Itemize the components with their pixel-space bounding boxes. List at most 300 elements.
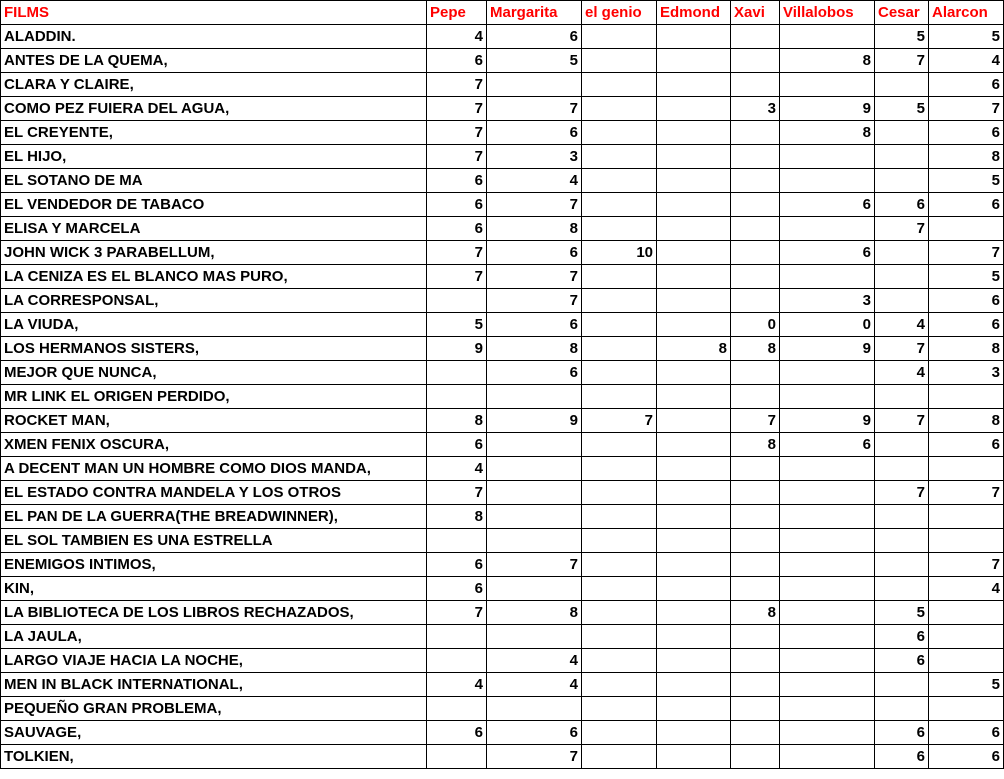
score-cell[interactable]: [875, 385, 929, 409]
score-cell[interactable]: [875, 73, 929, 97]
table-row: [1, 601, 1004, 625]
film-title-cell[interactable]: LA CORRESPONSAL,: [1, 289, 427, 313]
score-cell[interactable]: 6: [487, 313, 582, 337]
score-cell[interactable]: [731, 529, 780, 553]
score-cell[interactable]: 4: [929, 577, 1004, 601]
score-cell[interactable]: 6: [427, 49, 487, 73]
score-cell[interactable]: 5: [427, 313, 487, 337]
score-cell[interactable]: [780, 745, 875, 769]
score-cell[interactable]: 6: [929, 313, 1004, 337]
score-cell[interactable]: 4: [487, 169, 582, 193]
score-cell[interactable]: [487, 385, 582, 409]
score-cell[interactable]: 9: [780, 97, 875, 121]
score-cell[interactable]: 7: [487, 289, 582, 313]
score-cell[interactable]: 7: [487, 97, 582, 121]
film-title-cell[interactable]: TOLKIEN,: [1, 745, 427, 769]
score-cell[interactable]: [487, 625, 582, 649]
score-cell[interactable]: [657, 601, 731, 625]
table-row: [1, 505, 1004, 529]
score-cell[interactable]: 6: [875, 745, 929, 769]
score-cell[interactable]: 7: [929, 481, 1004, 505]
score-cell[interactable]: [582, 553, 657, 577]
score-cell[interactable]: 4: [875, 361, 929, 385]
score-cell[interactable]: [582, 145, 657, 169]
score-cell[interactable]: [780, 169, 875, 193]
score-cell[interactable]: [731, 217, 780, 241]
score-cell[interactable]: 6: [427, 577, 487, 601]
score-cell[interactable]: [731, 49, 780, 73]
film-title-cell[interactable]: KIN,: [1, 577, 427, 601]
score-cell[interactable]: 6: [929, 433, 1004, 457]
score-cell[interactable]: [780, 505, 875, 529]
score-cell[interactable]: 6: [875, 649, 929, 673]
score-cell[interactable]: [929, 697, 1004, 721]
score-cell[interactable]: 6: [427, 553, 487, 577]
score-cell[interactable]: [582, 577, 657, 601]
score-cell[interactable]: [657, 577, 731, 601]
column-header-el-genio[interactable]: el genio: [582, 1, 657, 25]
film-title-cell[interactable]: PEQUEÑO GRAN PROBLEMA,: [1, 697, 427, 721]
score-cell[interactable]: [657, 313, 731, 337]
score-cell[interactable]: 6: [427, 169, 487, 193]
column-header-xavi[interactable]: Xavi: [731, 1, 780, 25]
film-title-cell[interactable]: EL SOTANO DE MA: [1, 169, 427, 193]
score-cell[interactable]: [929, 529, 1004, 553]
score-cell[interactable]: [657, 481, 731, 505]
score-cell[interactable]: 8: [780, 121, 875, 145]
score-cell[interactable]: 7: [875, 337, 929, 361]
score-cell[interactable]: 5: [487, 49, 582, 73]
score-cell[interactable]: [731, 481, 780, 505]
score-cell[interactable]: 6: [875, 193, 929, 217]
score-cell[interactable]: [875, 169, 929, 193]
score-cell[interactable]: 0: [780, 313, 875, 337]
score-cell[interactable]: [780, 649, 875, 673]
film-title-cell[interactable]: EL ESTADO CONTRA MANDELA Y LOS OTROS: [1, 481, 427, 505]
score-cell[interactable]: 7: [487, 193, 582, 217]
score-cell[interactable]: 6: [780, 241, 875, 265]
score-cell[interactable]: [657, 505, 731, 529]
score-cell[interactable]: [582, 193, 657, 217]
score-cell[interactable]: 5: [875, 25, 929, 49]
score-cell[interactable]: [487, 457, 582, 481]
table-row: [1, 169, 1004, 193]
score-cell[interactable]: [731, 577, 780, 601]
score-cell[interactable]: 6: [427, 193, 487, 217]
score-cell[interactable]: 5: [875, 97, 929, 121]
score-cell[interactable]: 3: [780, 289, 875, 313]
score-cell[interactable]: [657, 289, 731, 313]
score-cell[interactable]: 6: [487, 241, 582, 265]
film-title-cell[interactable]: EL SOL TAMBIEN ES UNA ESTRELLA: [1, 529, 427, 553]
score-cell[interactable]: [582, 625, 657, 649]
score-cell[interactable]: [657, 673, 731, 697]
score-cell[interactable]: [780, 721, 875, 745]
score-cell[interactable]: 6: [427, 217, 487, 241]
score-cell[interactable]: [731, 25, 780, 49]
score-cell[interactable]: [427, 625, 487, 649]
score-cell[interactable]: [929, 505, 1004, 529]
score-cell[interactable]: [582, 601, 657, 625]
film-title-cell[interactable]: A DECENT MAN UN HOMBRE COMO DIOS MANDA,: [1, 457, 427, 481]
score-cell[interactable]: [780, 625, 875, 649]
table-row: [1, 721, 1004, 745]
score-cell[interactable]: 8: [731, 601, 780, 625]
score-cell[interactable]: [875, 289, 929, 313]
film-title-cell[interactable]: ANTES DE LA QUEMA,: [1, 49, 427, 73]
score-cell[interactable]: [582, 673, 657, 697]
score-cell[interactable]: 3: [731, 97, 780, 121]
score-cell[interactable]: 4: [427, 457, 487, 481]
table-row: [1, 337, 1004, 361]
film-title-cell[interactable]: EL VENDEDOR DE TABACO: [1, 193, 427, 217]
score-cell[interactable]: 7: [875, 409, 929, 433]
score-cell[interactable]: 6: [487, 121, 582, 145]
score-cell[interactable]: 9: [780, 409, 875, 433]
score-cell[interactable]: [487, 73, 582, 97]
score-cell[interactable]: [657, 169, 731, 193]
score-cell[interactable]: 8: [657, 337, 731, 361]
score-cell[interactable]: [929, 649, 1004, 673]
score-cell[interactable]: 0: [731, 313, 780, 337]
score-cell[interactable]: [875, 145, 929, 169]
score-cell[interactable]: [780, 217, 875, 241]
film-title-cell[interactable]: CLARA Y CLAIRE,: [1, 73, 427, 97]
film-title-cell[interactable]: ROCKET MAN,: [1, 409, 427, 433]
score-cell[interactable]: [487, 505, 582, 529]
score-cell[interactable]: [657, 73, 731, 97]
score-cell[interactable]: 4: [427, 673, 487, 697]
score-cell[interactable]: [582, 121, 657, 145]
score-cell[interactable]: [657, 241, 731, 265]
score-cell[interactable]: [582, 289, 657, 313]
score-cell[interactable]: [875, 697, 929, 721]
score-cell[interactable]: [731, 121, 780, 145]
score-cell[interactable]: [582, 313, 657, 337]
score-cell[interactable]: [427, 361, 487, 385]
score-cell[interactable]: 7: [731, 409, 780, 433]
score-cell[interactable]: 8: [929, 409, 1004, 433]
score-cell[interactable]: 7: [487, 553, 582, 577]
score-cell[interactable]: 7: [427, 265, 487, 289]
score-cell[interactable]: [875, 577, 929, 601]
table-row: [1, 97, 1004, 121]
score-cell[interactable]: [780, 697, 875, 721]
score-cell[interactable]: 7: [427, 121, 487, 145]
score-cell[interactable]: [657, 409, 731, 433]
score-cell[interactable]: 7: [427, 481, 487, 505]
score-cell[interactable]: 9: [427, 337, 487, 361]
score-cell[interactable]: [780, 73, 875, 97]
score-cell[interactable]: 6: [427, 721, 487, 745]
score-cell[interactable]: 6: [875, 721, 929, 745]
score-cell[interactable]: 8: [487, 337, 582, 361]
score-cell[interactable]: 3: [929, 361, 1004, 385]
film-title-cell[interactable]: LA BIBLIOTECA DE LOS LIBROS RECHAZADOS,: [1, 601, 427, 625]
score-cell[interactable]: [780, 481, 875, 505]
score-cell[interactable]: [657, 121, 731, 145]
film-title-cell[interactable]: XMEN FENIX OSCURA,: [1, 433, 427, 457]
film-title-cell[interactable]: JOHN WICK 3 PARABELLUM,: [1, 241, 427, 265]
column-header-margarita[interactable]: Margarita: [487, 1, 582, 25]
score-cell[interactable]: [875, 121, 929, 145]
score-cell[interactable]: [427, 649, 487, 673]
film-title-cell[interactable]: EL HIJO,: [1, 145, 427, 169]
score-cell[interactable]: 7: [875, 481, 929, 505]
score-cell[interactable]: 7: [582, 409, 657, 433]
score-cell[interactable]: 5: [929, 673, 1004, 697]
score-cell[interactable]: 7: [427, 97, 487, 121]
score-cell[interactable]: 4: [875, 313, 929, 337]
score-cell[interactable]: [657, 49, 731, 73]
score-cell[interactable]: [427, 385, 487, 409]
score-cell[interactable]: [657, 529, 731, 553]
score-cell[interactable]: [657, 433, 731, 457]
score-cell[interactable]: 6: [487, 361, 582, 385]
score-cell[interactable]: 4: [427, 25, 487, 49]
score-cell[interactable]: [875, 265, 929, 289]
score-cell[interactable]: [875, 241, 929, 265]
column-header-edmond[interactable]: Edmond: [657, 1, 731, 25]
score-cell[interactable]: [657, 265, 731, 289]
score-cell[interactable]: 6: [929, 721, 1004, 745]
score-cell[interactable]: [427, 697, 487, 721]
film-title-cell[interactable]: SAUVAGE,: [1, 721, 427, 745]
score-cell[interactable]: [780, 25, 875, 49]
column-header-alarcon[interactable]: Alarcon: [929, 1, 1004, 25]
score-cell[interactable]: [582, 697, 657, 721]
score-cell[interactable]: 7: [427, 241, 487, 265]
score-cell[interactable]: 5: [929, 169, 1004, 193]
score-cell[interactable]: 6: [929, 745, 1004, 769]
score-cell[interactable]: [780, 673, 875, 697]
film-title-cell[interactable]: LA CENIZA ES EL BLANCO MAS PURO,: [1, 265, 427, 289]
score-cell[interactable]: 7: [427, 73, 487, 97]
score-cell[interactable]: [780, 601, 875, 625]
score-cell[interactable]: 6: [929, 289, 1004, 313]
score-cell[interactable]: [657, 25, 731, 49]
score-cell[interactable]: [875, 433, 929, 457]
score-cell[interactable]: [875, 505, 929, 529]
score-cell[interactable]: [731, 505, 780, 529]
score-cell[interactable]: [875, 529, 929, 553]
score-cell[interactable]: [731, 457, 780, 481]
score-cell[interactable]: 8: [427, 505, 487, 529]
score-cell[interactable]: 6: [487, 721, 582, 745]
score-cell[interactable]: [487, 529, 582, 553]
score-cell[interactable]: [582, 217, 657, 241]
score-cell[interactable]: 6: [929, 193, 1004, 217]
score-cell[interactable]: 4: [929, 49, 1004, 73]
score-cell[interactable]: [929, 385, 1004, 409]
score-cell[interactable]: [731, 265, 780, 289]
score-cell[interactable]: 3: [487, 145, 582, 169]
score-cell[interactable]: [657, 649, 731, 673]
score-cell[interactable]: [780, 577, 875, 601]
score-cell[interactable]: 4: [487, 673, 582, 697]
score-cell[interactable]: [731, 193, 780, 217]
score-cell[interactable]: [582, 457, 657, 481]
score-cell[interactable]: [780, 361, 875, 385]
score-cell[interactable]: 8: [731, 337, 780, 361]
score-cell[interactable]: [657, 193, 731, 217]
score-cell[interactable]: 5: [875, 601, 929, 625]
column-header-films[interactable]: FILMS: [1, 1, 427, 25]
film-title-cell[interactable]: LOS HERMANOS SISTERS,: [1, 337, 427, 361]
score-cell[interactable]: [582, 169, 657, 193]
score-cell[interactable]: [731, 745, 780, 769]
score-cell[interactable]: [780, 385, 875, 409]
score-cell[interactable]: [582, 529, 657, 553]
score-cell[interactable]: [582, 73, 657, 97]
score-cell[interactable]: 5: [929, 25, 1004, 49]
score-cell[interactable]: [487, 697, 582, 721]
score-cell[interactable]: [487, 577, 582, 601]
score-cell[interactable]: 6: [875, 625, 929, 649]
score-cell[interactable]: [731, 169, 780, 193]
column-header-cesar[interactable]: Cesar: [875, 1, 929, 25]
score-cell[interactable]: 8: [929, 145, 1004, 169]
film-title-cell[interactable]: EL PAN DE LA GUERRA(THE BREADWINNER),: [1, 505, 427, 529]
score-cell[interactable]: 8: [780, 49, 875, 73]
score-cell[interactable]: [487, 433, 582, 457]
score-cell[interactable]: [929, 601, 1004, 625]
score-cell[interactable]: 7: [487, 265, 582, 289]
film-title-cell[interactable]: LARGO VIAJE HACIA LA NOCHE,: [1, 649, 427, 673]
score-cell[interactable]: [731, 553, 780, 577]
score-cell[interactable]: [780, 145, 875, 169]
score-cell[interactable]: [657, 97, 731, 121]
column-header-villalobos[interactable]: Villalobos: [780, 1, 875, 25]
score-cell[interactable]: 5: [929, 265, 1004, 289]
film-title-cell[interactable]: EL CREYENTE,: [1, 121, 427, 145]
score-cell[interactable]: 7: [875, 49, 929, 73]
score-cell[interactable]: 4: [487, 649, 582, 673]
score-cell[interactable]: 7: [487, 745, 582, 769]
score-cell[interactable]: [731, 649, 780, 673]
score-cell[interactable]: 7: [427, 601, 487, 625]
film-title-cell[interactable]: ELISA Y MARCELA: [1, 217, 427, 241]
table-row: [1, 433, 1004, 457]
score-cell[interactable]: 6: [780, 193, 875, 217]
score-cell[interactable]: [731, 73, 780, 97]
score-cell[interactable]: [657, 745, 731, 769]
score-cell[interactable]: 9: [487, 409, 582, 433]
score-cell[interactable]: [582, 265, 657, 289]
score-cell[interactable]: [582, 649, 657, 673]
score-cell[interactable]: 7: [929, 553, 1004, 577]
score-cell[interactable]: [731, 673, 780, 697]
score-cell[interactable]: [731, 241, 780, 265]
column-header-pepe[interactable]: Pepe: [427, 1, 487, 25]
score-cell[interactable]: [582, 337, 657, 361]
score-cell[interactable]: [657, 697, 731, 721]
score-cell[interactable]: [929, 457, 1004, 481]
score-cell[interactable]: 8: [487, 217, 582, 241]
score-cell[interactable]: 8: [929, 337, 1004, 361]
score-cell[interactable]: [582, 745, 657, 769]
score-cell[interactable]: 7: [427, 145, 487, 169]
score-cell[interactable]: [582, 97, 657, 121]
score-cell[interactable]: [582, 385, 657, 409]
table-row: [1, 697, 1004, 721]
score-cell[interactable]: [731, 697, 780, 721]
score-cell[interactable]: [780, 265, 875, 289]
score-cell[interactable]: [929, 217, 1004, 241]
score-cell[interactable]: [487, 481, 582, 505]
score-cell[interactable]: [657, 625, 731, 649]
score-cell[interactable]: [657, 553, 731, 577]
score-cell[interactable]: [731, 721, 780, 745]
score-cell[interactable]: 8: [487, 601, 582, 625]
score-cell[interactable]: [657, 361, 731, 385]
film-title-cell[interactable]: LA VIUDA,: [1, 313, 427, 337]
score-cell[interactable]: [780, 529, 875, 553]
score-cell[interactable]: 6: [780, 433, 875, 457]
score-cell[interactable]: 7: [875, 217, 929, 241]
score-cell[interactable]: [582, 481, 657, 505]
score-cell[interactable]: [582, 721, 657, 745]
score-cell[interactable]: [427, 529, 487, 553]
score-cell[interactable]: 8: [731, 433, 780, 457]
film-title-cell[interactable]: MEJOR QUE NUNCA,: [1, 361, 427, 385]
score-cell[interactable]: [780, 553, 875, 577]
score-cell[interactable]: [731, 385, 780, 409]
score-cell[interactable]: [929, 625, 1004, 649]
film-title-cell[interactable]: ENEMIGOS INTIMOS,: [1, 553, 427, 577]
score-cell[interactable]: 8: [427, 409, 487, 433]
score-cell[interactable]: [657, 457, 731, 481]
score-cell[interactable]: 9: [780, 337, 875, 361]
table-row: [1, 457, 1004, 481]
score-cell[interactable]: [731, 145, 780, 169]
score-cell[interactable]: [875, 457, 929, 481]
score-cell[interactable]: 6: [427, 433, 487, 457]
film-title-cell[interactable]: ALADDIN.: [1, 25, 427, 49]
score-cell[interactable]: [657, 217, 731, 241]
score-cell[interactable]: [657, 385, 731, 409]
score-cell[interactable]: [582, 433, 657, 457]
score-cell[interactable]: 7: [929, 97, 1004, 121]
score-cell[interactable]: [875, 673, 929, 697]
score-cell[interactable]: [780, 457, 875, 481]
film-title-cell[interactable]: COMO PEZ FUIERA DEL AGUA,: [1, 97, 427, 121]
score-cell[interactable]: [731, 625, 780, 649]
score-cell[interactable]: [582, 361, 657, 385]
score-cell[interactable]: [582, 25, 657, 49]
score-cell[interactable]: 6: [929, 73, 1004, 97]
score-cell[interactable]: 6: [487, 25, 582, 49]
table-row: [1, 529, 1004, 553]
score-cell[interactable]: [582, 505, 657, 529]
score-cell[interactable]: [657, 721, 731, 745]
film-title-cell[interactable]: MEN IN BLACK INTERNATIONAL,: [1, 673, 427, 697]
score-cell[interactable]: [427, 745, 487, 769]
score-cell[interactable]: [657, 145, 731, 169]
table-row: [1, 265, 1004, 289]
score-cell[interactable]: 6: [929, 121, 1004, 145]
score-cell[interactable]: [731, 289, 780, 313]
score-cell[interactable]: 10: [582, 241, 657, 265]
score-cell[interactable]: [427, 289, 487, 313]
film-title-cell[interactable]: MR LINK EL ORIGEN PERDIDO,: [1, 385, 427, 409]
score-cell[interactable]: [731, 361, 780, 385]
table-row: [1, 361, 1004, 385]
score-cell[interactable]: 7: [929, 241, 1004, 265]
score-cell[interactable]: [582, 49, 657, 73]
score-cell[interactable]: [875, 553, 929, 577]
film-title-cell[interactable]: LA JAULA,: [1, 625, 427, 649]
